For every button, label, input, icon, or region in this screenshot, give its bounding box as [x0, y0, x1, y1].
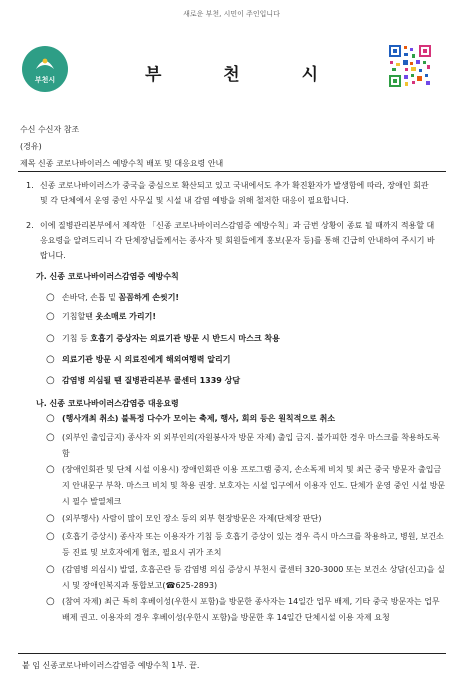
item-text: (참여 자제) 최근 특히 후베이성(우한시 포함)을 방문한 종사자는 14일간 업무 배제, 기타 중국 방문자는 업무배제 권고. 이용자의 경우 후베이성(우한시 포함)을 방문한 후 14일간 단체시설 이용 자제 요청: [62, 597, 440, 622]
paragraph-number: 1.: [26, 181, 34, 190]
circle-bullet-icon: ○: [46, 531, 55, 542]
logo-text: 부천시: [34, 76, 56, 84]
circle-bullet-icon: ○: [46, 354, 55, 365]
header-divider: [18, 171, 446, 172]
circle-bullet-icon: ○: [46, 292, 55, 303]
paragraph-2: [26, 218, 438, 262]
paragraph-text: 이에 질병관리본부에서 제작한 「신종 코로나바이러스감염증 예방수칙」과 금번 상황이 종료 될 때까지 적용할 대응요령을 알려드리니 각 단체장님들께서는 종사자 및 회원들에게 홍보(문자 등)를 통해 긴급히 안내하여 주시기 바랍니다.: [40, 221, 435, 260]
paragraph-text: 신종 코로나바이러스가 중국을 중심으로 확산되고 있고 국내에서도 추가 확진환자가 발생함에 따라, 장애인 회관 및 각 단체에서 운영 중인 사무실 및 시설 내 감염 예방을 위해 철저한 대응이 필요합니다.: [40, 181, 429, 205]
subject-line: 제목 신종 코로나바이러스 예방수칙 배포 및 대응요령 안내: [20, 159, 224, 168]
slogan: 새로운 부천, 시민이 주인입니다: [183, 10, 280, 18]
item-emphasis: 꼼꼼하게 손씻기!: [118, 293, 180, 302]
section-b-title: 나. 신종 코로나바이러스감염증 대응요령: [36, 399, 179, 408]
circle-bullet-icon: ○: [46, 375, 55, 386]
item-text: (장애인회관 및 단체 시설 이용시) 장애인회관 이용 프로그램 중지, 손소독제 비치 및 최근 중국 방문자 출입금지 안내문구 부착. 마스크 비치 및 착용 권장. 보호자는 시설 입구에서 이용자 인도. 단체가 운영 중인 시설 방문 시 필수 발열체크: [62, 465, 446, 506]
item-text: (감염병 의심시) 발열, 호흡곤란 등 감염병 의심 증상시 부천시 콜센터 320-3000 또는 보건소 상담(신고)을 실시 및 장애인복지과 통합보고(☎625-2893): [62, 565, 445, 590]
item-text: (행사개최 취소) 불특정 다수가 모이는 축제, 행사, 회의 등은 원칙적으로 취소: [62, 414, 336, 423]
via-line: (경유): [20, 142, 42, 151]
qr-code-icon: [388, 44, 432, 88]
item-text: 손바닥, 손톱 밑: [62, 293, 119, 302]
item-emphasis: 감염병 의심될 땐 질병관리본부 콜센터 1339 상담: [62, 376, 241, 385]
item-text: 기침할땐: [62, 312, 96, 321]
section-a-title: 가. 신종 코로나바이러스감염증 예방수칙: [36, 272, 179, 281]
item-text: 기침 등: [62, 334, 91, 343]
item-text: (외부행사) 사람이 많이 모인 장소 등의 외부 현장방문은 자제(단체장 판단): [62, 514, 322, 523]
paragraph-1: [26, 178, 438, 208]
circle-bullet-icon: ○: [46, 333, 55, 344]
circle-bullet-icon: ○: [46, 413, 55, 424]
circle-bullet-icon: ○: [46, 464, 55, 475]
circle-bullet-icon: ○: [46, 596, 55, 607]
footer-divider: [18, 653, 446, 654]
circle-bullet-icon: ○: [46, 513, 55, 524]
org-title: 부 천 시: [144, 65, 347, 85]
item-emphasis: 옷소매로 가리기!: [95, 312, 156, 321]
item-emphasis: 의료기관 방문 시 의료진에게 해외여행력 알리기: [62, 355, 231, 364]
attachment-line: 붙 임 신종코로나바이러스감염증 예방수칙 1부. 끝.: [22, 661, 200, 670]
recipient-line: 수신 수신자 참조: [20, 125, 80, 134]
item-emphasis: 호흡기 증상자는 의료기관 방문 시 반드시 마스크 착용: [90, 334, 280, 343]
item-text: (외부인 출입금지) 종사자 외 외부인의(자원봉사자 방문 자제) 출입 금지. 불가피한 경우 마스크를 착용하도록 함: [62, 433, 440, 458]
circle-bullet-icon: ○: [46, 311, 55, 322]
circle-bullet-icon: ○: [46, 564, 55, 575]
paragraph-number: 2.: [26, 221, 34, 230]
circle-bullet-icon: ○: [46, 432, 55, 443]
item-text: (호흡기 증상시) 종사자 또는 이용자가 기침 등 호흡기 증상이 있는 경우 즉시 마스크를 착용하고, 병원, 보건소 등 진료 및 보호자에게 협조, 필요시 귀가 조치: [62, 532, 444, 557]
